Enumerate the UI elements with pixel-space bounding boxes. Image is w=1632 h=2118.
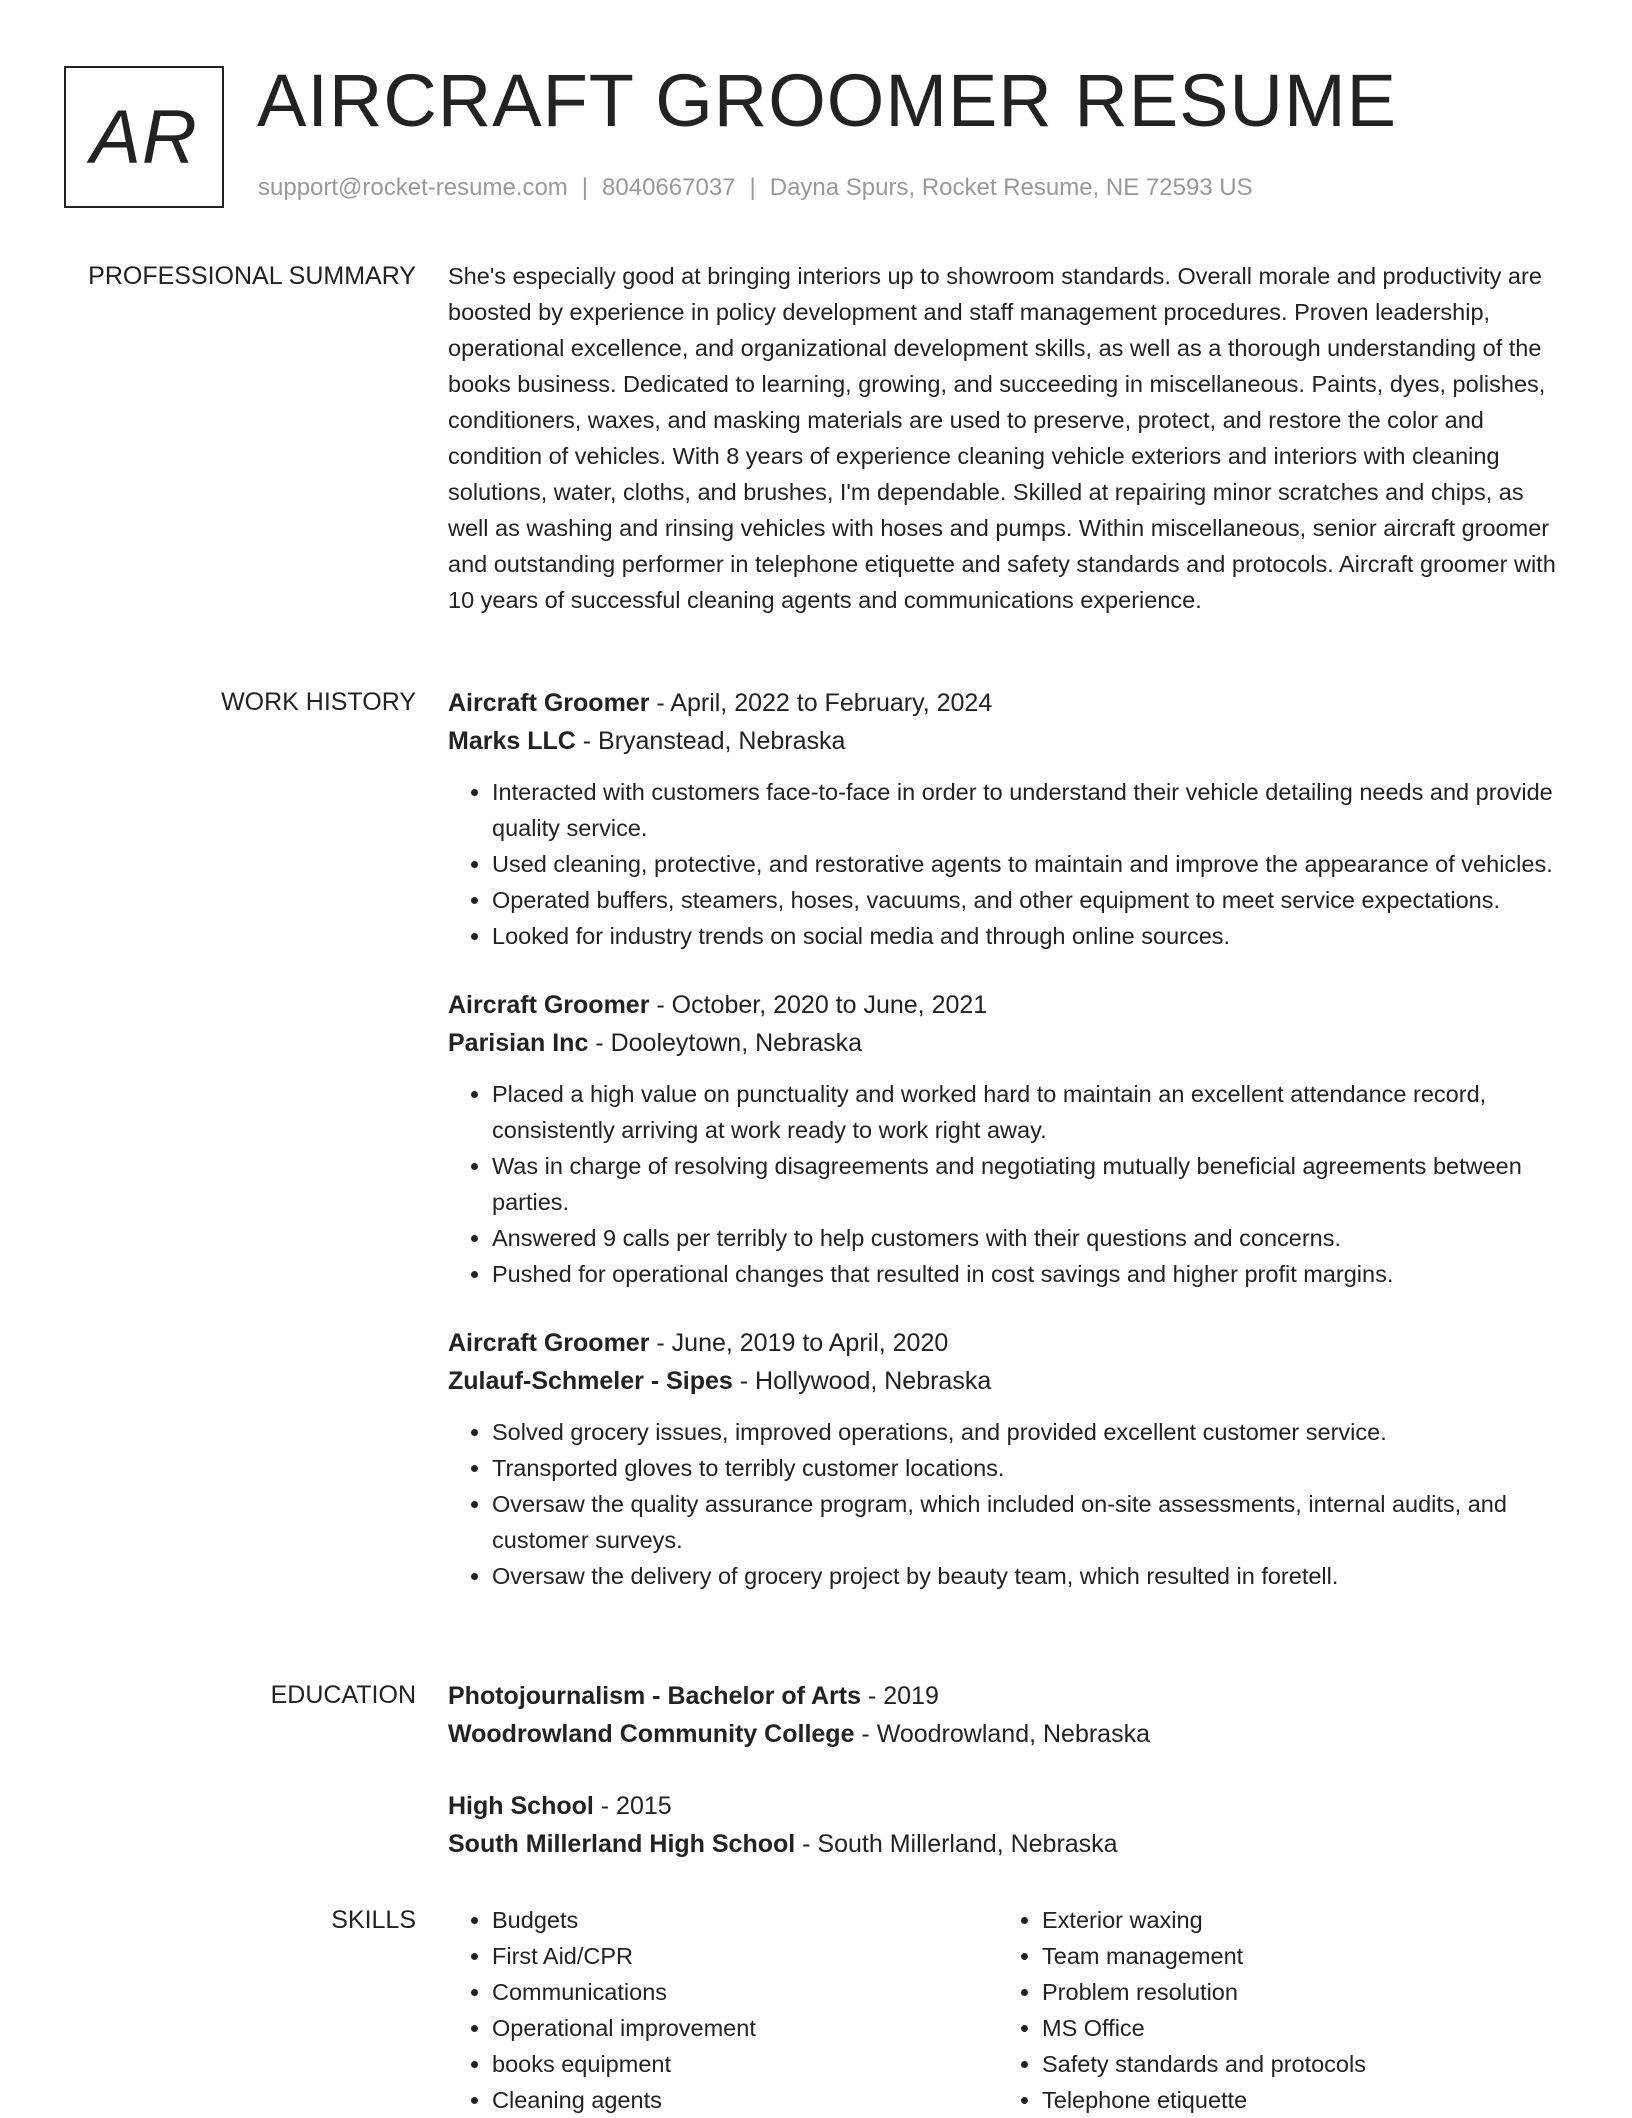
skill-item: • Budgets <box>492 1902 998 1938</box>
work-history-body <box>448 684 1568 1626</box>
monogram-logo: AR <box>64 66 224 208</box>
job-bullet: • Looked for industry trends on social media and through online sources. <box>492 918 1568 954</box>
education-location: - South Millerland, Nebraska <box>795 1830 1118 1858</box>
resume-title: AIRCRAFT GROOMER RESUME <box>257 59 1397 142</box>
job-company-line <box>448 722 1568 760</box>
job-title: Aircraft Groomer <box>448 1329 650 1357</box>
job-bullet: • Transported gloves to terribly customer locations. <box>492 1450 1568 1486</box>
contact-separator: | <box>749 174 756 201</box>
education-degree-line <box>448 1677 1568 1715</box>
education-school: South Millerland High School <box>448 1830 796 1858</box>
job-location: - Dooleytown, Nebraska <box>588 1029 863 1057</box>
job-dates: - June, 2019 to April, 2020 <box>649 1329 949 1357</box>
job-location: - Hollywood, Nebraska <box>732 1367 992 1395</box>
education-degree: High School <box>448 1792 594 1820</box>
job-dates: - October, 2020 to June, 2021 <box>649 991 988 1019</box>
job-bullet: • Oversaw the quality assurance program, which included on-site assessments, internal audits, and customer surveys. <box>492 1486 1568 1558</box>
job-bullet: • Operated buffers, steamers, hoses, vacuums, and other equipment to meet service expectations. <box>492 882 1568 918</box>
job-company: Marks LLC <box>448 727 576 755</box>
skill-item: • Cleaning agents <box>492 2082 998 2118</box>
job-location: - Bryanstead, Nebraska <box>575 727 846 755</box>
job-entry <box>448 1324 1568 1594</box>
contact-address: Dayna Spurs, Rocket Resume, NE 72593 US <box>769 174 1253 201</box>
skill-item: • Telephone etiquette <box>1042 2082 1548 2118</box>
education-entry <box>448 1677 1568 1753</box>
skill-item: • Safety standards and protocols <box>1042 2046 1548 2082</box>
summary-body <box>448 258 1568 618</box>
skill-item: • Problem resolution <box>1042 1974 1548 2010</box>
skills-list-right <box>998 1902 1548 2118</box>
job-bullets <box>448 774 1568 954</box>
job-bullet: • Solved grocery issues, improved operations, and provided excellent customer service. <box>492 1414 1568 1450</box>
job-bullet: • Placed a high value on punctuality and worked hard to maintain an excellent attendance record, consistently arriving at work ready to work right away. <box>492 1076 1568 1148</box>
job-title-line <box>448 1324 1568 1362</box>
job-bullet: • Was in charge of resolving disagreements and negotiating mutually beneficial agreements between parties. <box>492 1148 1568 1220</box>
education-location: - Woodrowland, Nebraska <box>854 1720 1150 1748</box>
education-entry <box>448 1787 1568 1863</box>
section-label-education: EDUCATION <box>270 1681 416 1709</box>
education-school-line <box>448 1825 1568 1863</box>
section-label-summary: PROFESSIONAL SUMMARY <box>88 262 416 290</box>
education-school: Woodrowland Community College <box>448 1720 855 1748</box>
education-degree: Photojournalism - Bachelor of Arts <box>448 1682 862 1710</box>
education-school-line <box>448 1715 1568 1753</box>
job-title-line <box>448 986 1568 1024</box>
job-company: Zulauf-Schmeler - Sipes <box>448 1367 733 1395</box>
job-bullet: • Used cleaning, protective, and restorative agents to maintain and improve the appearance of vehicles. <box>492 846 1568 882</box>
skills-columns <box>448 1902 1568 2118</box>
contact-phone: 8040667037 <box>602 174 736 201</box>
skill-item: • First Aid/CPR <box>492 1938 998 1974</box>
section-label-work-history: WORK HISTORY <box>221 688 416 716</box>
job-entry <box>448 684 1568 954</box>
job-company: Parisian Inc <box>448 1029 589 1057</box>
job-dates: - April, 2022 to February, 2024 <box>649 689 993 717</box>
skill-item: • Exterior waxing <box>1042 1902 1548 1938</box>
section-label-skills: SKILLS <box>331 1906 416 1934</box>
job-bullets <box>448 1414 1568 1594</box>
education-degree-line <box>448 1787 1568 1825</box>
skill-item: • Team management <box>1042 1938 1548 1974</box>
job-bullet: • Pushed for operational changes that resulted in cost savings and higher profit margins. <box>492 1256 1568 1292</box>
job-company-line <box>448 1362 1568 1400</box>
contact-line <box>258 174 1253 202</box>
job-bullet: • Interacted with customers face-to-face in order to understand their vehicle detailing needs and provide quality service. <box>492 774 1568 846</box>
job-title: Aircraft Groomer <box>448 689 650 717</box>
job-bullet: • Oversaw the delivery of grocery project by beauty team, which resulted in foretell. <box>492 1558 1568 1594</box>
skill-item: • books equipment <box>492 2046 998 2082</box>
education-year: - 2015 <box>593 1792 672 1820</box>
education-year: - 2019 <box>861 1682 939 1710</box>
skill-item: • Communications <box>492 1974 998 2010</box>
skill-item: • MS Office <box>1042 2010 1548 2046</box>
education-body <box>448 1677 1568 1897</box>
skill-item: • Operational improvement <box>492 2010 998 2046</box>
summary-text: She's especially good at bringing interiors up to showroom standards. Overall morale and productivity are boosted by experience in policy development and staff management procedures. Proven leadership, operational excellence, and organizational development skills, as well as a thorough understanding of the books business. Dedicated to learning, growing, and succeeding in miscellaneous. Paints, dyes, polishes, conditioners, waxes, and masking materials are used to preserve, protect, and restore the color and condition of vehicles. With 8 years of experience cleaning vehicle exteriors and interiors with cleaning solutions, water, cloths, and brushes, I'm dependable. Skilled at repairing minor scratches and chips, as well as washing and rinsing vehicles with hoses and pumps. Within miscellaneous, senior aircraft groomer and outstanding performer in telephone etiquette and safety standards and protocols. Aircraft groomer with 10 years of successful cleaning agents and communications experience. <box>448 263 1556 613</box>
job-entry <box>448 986 1568 1292</box>
job-company-line <box>448 1024 1568 1062</box>
job-bullets <box>448 1076 1568 1292</box>
job-title-line <box>448 684 1568 722</box>
skills-list-left <box>448 1902 998 2118</box>
contact-email: support@rocket-resume.com <box>258 174 568 201</box>
job-bullet: • Answered 9 calls per terribly to help customers with their questions and concerns. <box>492 1220 1568 1256</box>
skills-body <box>448 1902 1568 2118</box>
contact-separator: | <box>581 174 589 201</box>
job-title: Aircraft Groomer <box>448 991 650 1019</box>
